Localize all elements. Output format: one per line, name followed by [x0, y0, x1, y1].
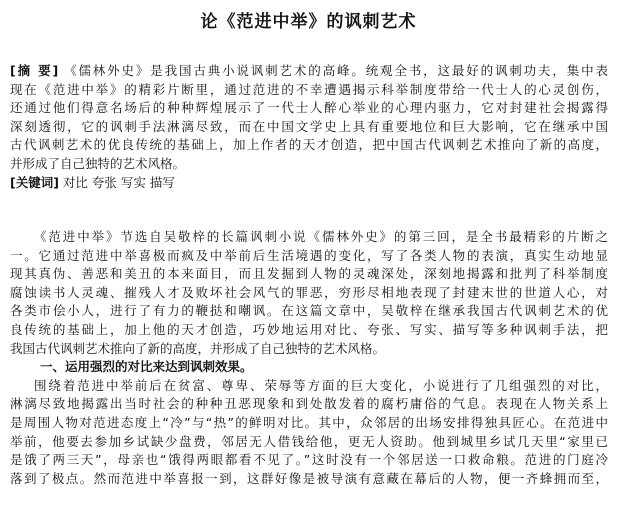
abstract-line: 还通过他们得意名场后的种种辉煌展示了一代士人醉心举业的心理内驱力，它对封建社会揭露得 [10, 100, 608, 116]
body-line: 淋漓尽致地揭露出当时社会的种种丑恶现象和到处散发着的腐朽庸俗的气息。表现在人物关系上 [10, 396, 608, 412]
body-line: 各类市侩小人，进行了有力的鞭挞和嘲讽。在这篇文章中，吴敬梓在继承我国古代讽刺艺术的优 [10, 303, 608, 319]
section-heading: 一、运用强烈的对比来达到讽刺效果。 [40, 359, 253, 375]
body-line: 举前，他要去参加乡试缺少盘费，邻居无人借钱给他，更无人资助。他到城里乡试几天里“家里已 [10, 433, 608, 449]
abstract-line: 古代讽刺艺术的优良传统的基础上，加上作者的天才创造，把中国古代讽刺艺术推向了新的高度， [10, 137, 608, 153]
article-title: 论《范进中举》的讽刺艺术 [200, 12, 417, 32]
abstract-line: 现在《范进中举》的精彩片断里，通过范进的不幸遭遇揭示科举制度带给一代士人的心灵创伤， [10, 81, 608, 97]
abstract-line: [摘 要] 《儒林外史》是我国古典小说讽刺艺术的高峰。统观全书，这最好的讽刺功夫，集中表 [10, 63, 608, 78]
abstract-section [10, 62, 608, 192]
keywords-label: [关键词] [10, 174, 59, 190]
abstract-line: 并形成了自己独特的艺术风格。 [10, 155, 186, 171]
keywords-line [10, 174, 608, 193]
body-line: 围绕着范进中举前后在贫富、尊卑、荣辱等方面的巨大变化，小说进行了几组强烈的对比， [34, 377, 608, 393]
body-line: 现其真伪、善恶和美丑的本来面目，而且发掘到人物的灵魂深处，深刻地揭露和批判了科举制度 [10, 266, 608, 282]
body-line: 是周围人物对范进态度上“冷”与“热”的鲜明对比。其中，众邻居的出场安排得独具匠心。在范进中 [10, 414, 608, 430]
body-line: 是饿了两三天”，母亲也“饿得两眼都看不见了。”这时没有一个邻居送一口救命粮。范进的门庭冷 [10, 452, 608, 468]
abstract-label: [摘 要] [10, 63, 59, 78]
abstract-line: 深刻透彻，它的讽刺手法淋漓尽致，而在中国文学史上具有重要地位和巨大影响，它在继承中国 [10, 118, 608, 134]
body-line: 良传统的基础上，加上他的天才创造，巧妙地运用对比、夸张、写实、描写等多种讽刺手法，把 [10, 321, 608, 337]
body-intro [10, 228, 608, 488]
body-line: 落到了极点。然而范进中举喜报一到，这群好像是被导演有意藏在幕后的人物，便一齐蜂拥而至， [10, 470, 608, 486]
body-line: 《范进中举》节选自吴敬梓的长篇讽刺小说《儒林外史》的第三回，是全书最精彩的片断之 [34, 229, 608, 244]
body-line: 一。它通过范进中举喜极而疯及中举前后生活境遇的变化，写了各类人物的表演，真实生动地显 [10, 247, 608, 263]
keywords-text: 对比 夸张 写实 描写 [62, 174, 175, 190]
body-line: 腐蚀读书人灵魂、摧残人才及败坏社会风气的罪恶，穷形尽相地表现了封建末世的世道人心，对 [10, 284, 608, 300]
body-line: 我国古代讽刺艺术推向了新的高度，并形成了自己独特的艺术风格。 [10, 340, 386, 356]
